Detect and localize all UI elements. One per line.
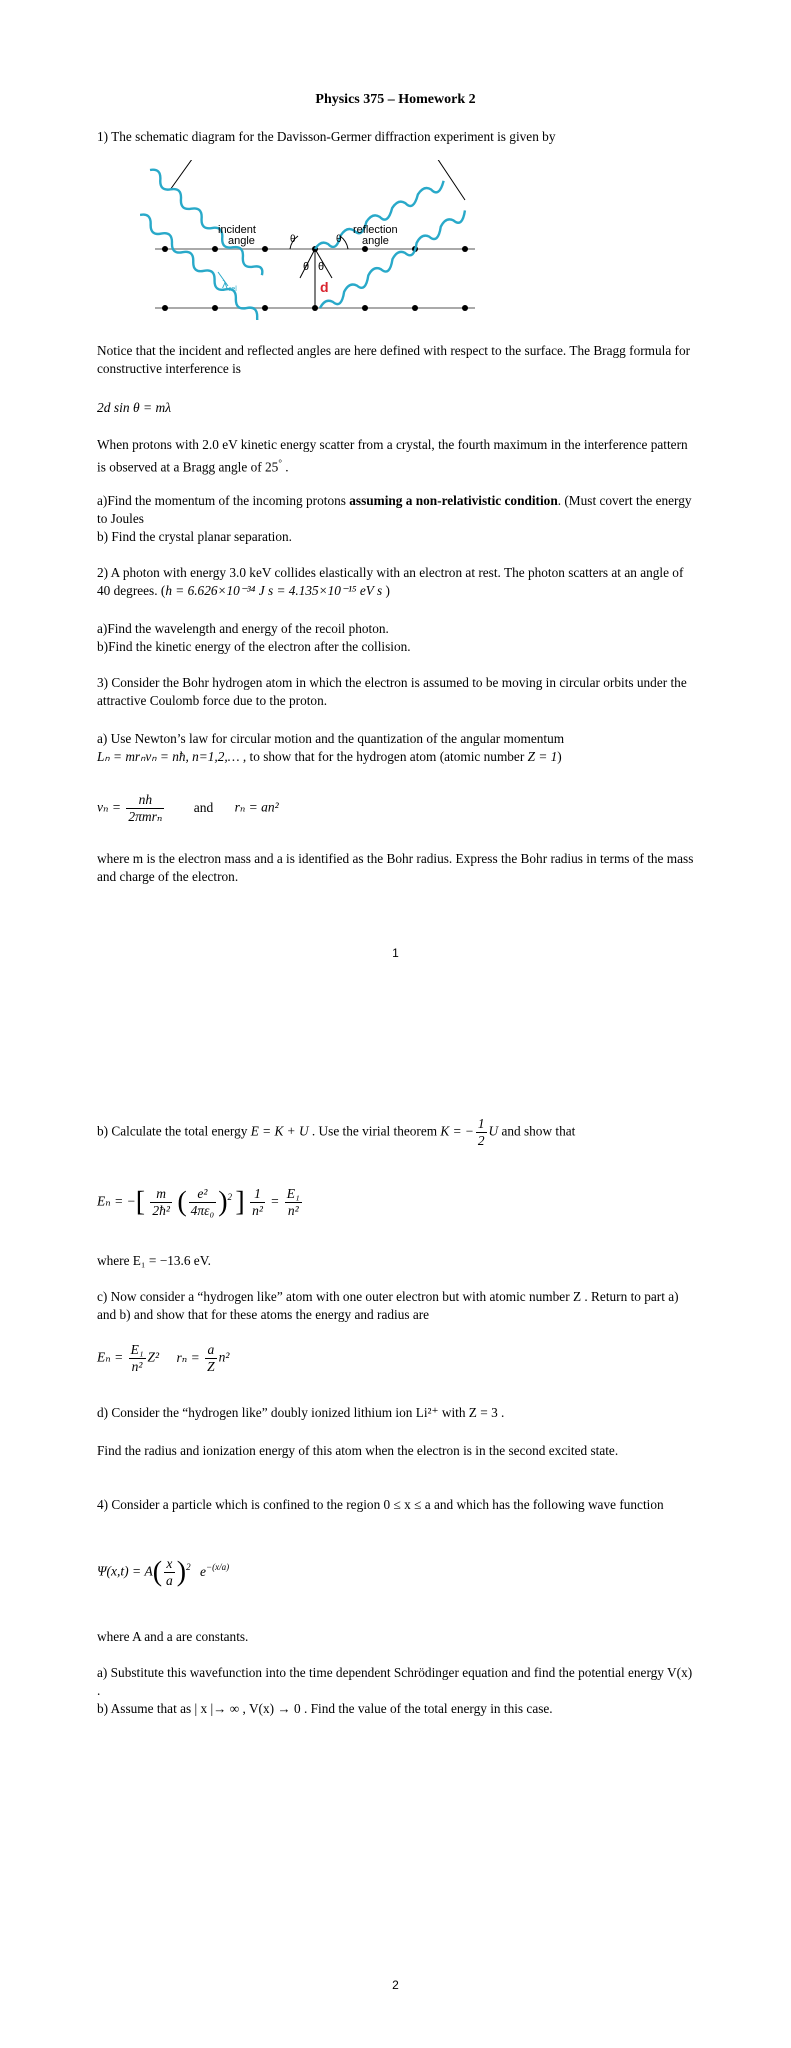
electron-waves bbox=[140, 167, 480, 320]
davisson-germer-diagram bbox=[140, 160, 480, 320]
q1a: a)Find the momentum of the incoming protons assuming a non-relativistic condition. (Must covert the energy to Joules bbox=[97, 493, 692, 526]
wavefront-incident bbox=[170, 160, 195, 190]
q4b: b) Assume that as | x |→ ∞ , V(x) → 0 . Find the value of the total energy in this case. bbox=[97, 1701, 553, 1716]
q2b: b)Find the kinetic energy of the electron after the collision. bbox=[97, 639, 411, 654]
q3-intro: 3) Consider the Bohr hydrogen atom in which the electron is assumed to be moving in circular orbits under the attractive Coulomb force due to the proton. bbox=[97, 675, 687, 708]
q3b-text: b) Calculate the total energy E = K + U . Use the virial theorem K = − $\frac{1}{2}$ U and show that bbox=[97, 1116, 576, 1148]
theta-bragg-right: θ bbox=[318, 261, 325, 273]
wavefront-reflected bbox=[435, 160, 465, 200]
q3-where: where m is the electron mass and a is identified as the Bohr radius. Express the Bohr radius in terms of the mass and charge of the electron. bbox=[97, 851, 694, 884]
hydrogen-like-equations: Eₙ = $\frac{\text{E₁}}{\text{n²}}$ Z² rₙ = $\frac{a}{Z}$ n² bbox=[97, 1342, 230, 1374]
bragg-formula: 2d sin θ = mλ bbox=[97, 400, 172, 415]
incident-label-2: angle bbox=[228, 235, 255, 247]
page-number-2: 2 bbox=[392, 1978, 399, 1992]
lambda-label: λ bbox=[222, 279, 228, 291]
theta-bragg-left: θ bbox=[303, 261, 310, 273]
q4-text: 4) Consider a particle which is confined to the region 0 ≤ x ≤ a and which has the following wave function bbox=[97, 1497, 664, 1512]
reflection-label-1: reflection bbox=[353, 224, 398, 236]
reflection-label-2: angle bbox=[362, 235, 389, 247]
q3a-text: a) Use Newton’s law for circular motion and the quantization of the angular momentum bbox=[97, 731, 565, 746]
wavefunction-equation: Ψ(x,t) = A( $\frac{x}{a}$ )$^2$ $e^{-(x/a)}$ bbox=[97, 1556, 230, 1588]
q1b: b) Find the crystal planar separation. bbox=[97, 529, 292, 544]
theta-reflection: θ bbox=[336, 234, 342, 245]
q3a-quantization: Lₙ = mrₙvₙ = nħ, n=1,2,… , to show that for the hydrogen atom (atomic number Z = 1) bbox=[97, 749, 562, 764]
velocity-radius-equations: vₙ = $\frac{nh}{\text{2πmrₙ}}$ and rₙ = an² bbox=[97, 792, 279, 824]
document-title: Physics 375 – Homework 2 bbox=[315, 92, 476, 107]
q2a: a)Find the wavelength and energy of the recoil photon. bbox=[97, 621, 389, 636]
q1-intro: 1) The schematic diagram for the Davisson-Germer diffraction experiment is given by bbox=[97, 129, 556, 144]
q2-intro: 2) A photon with energy 3.0 keV collides elastically with an electron at rest. The photon scatters at an angle of 40 degrees. (h = 6.626×10⁻³⁴ J s = 4.135×10⁻¹⁵ eV s ) bbox=[97, 565, 684, 598]
spacing-d-label: d bbox=[320, 279, 329, 295]
q4-where: where A and a are constants. bbox=[97, 1629, 249, 1644]
page-number-1: 1 bbox=[392, 946, 399, 960]
notice-text: Notice that the incident and reflected angles are here defined with respect to the surface. The Bragg formula for constructive interference is bbox=[97, 343, 691, 376]
page-2 bbox=[0, 1024, 791, 2048]
theta-incident: θ bbox=[290, 234, 296, 245]
q3c-text: c) Now consider a “hydrogen like” atom with one outer electron but with atomic number Z . Return to part a) and b) and show that for these atoms the energy and radius are bbox=[97, 1289, 679, 1322]
q3d-find: Find the radius and ionization energy of this atom when the electron is in the second excited state. bbox=[97, 1443, 619, 1458]
where-e1: where E₁ = −13.6 eV. bbox=[97, 1253, 211, 1268]
energy-level-equation: Eₙ = −[ $\frac{m}{\text{2ħ²}}$ ( $\frac{\text{e²}}{\text{4πε₀}}$ )$^2$ ] $\frac{1}{\text{n²}}$ = $\frac{\text{E₁}}{\text{n²}}$ bbox=[97, 1186, 300, 1218]
q3d-text: d) Consider the “hydrogen like” doubly ionized lithium ion Li²⁺ with Z = 3 . bbox=[97, 1405, 505, 1420]
lambda-sub-label: rel bbox=[229, 286, 237, 293]
q4a: a) Substitute this wavefunction into the time dependent Schrödinger equation and find the potential energy V(x) . bbox=[97, 1665, 693, 1698]
protons-text: When protons with 2.0 eV kinetic energy scatter from a crystal, the fourth maximum in the interference pattern is observed at a Bragg angle of 25° . bbox=[97, 437, 688, 475]
incident-label-1: incident bbox=[218, 224, 256, 236]
